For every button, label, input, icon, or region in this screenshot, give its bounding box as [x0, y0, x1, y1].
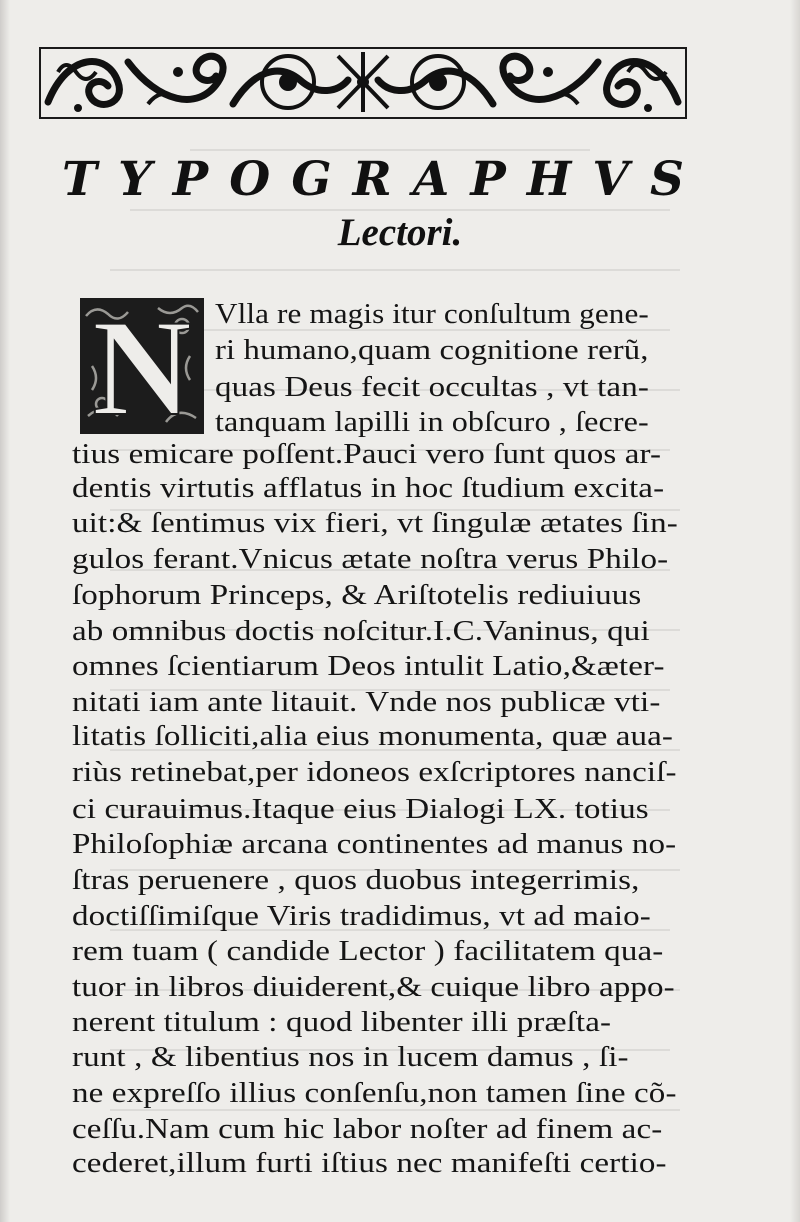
text-line: ceſſu.Nam cum hic labor noſter ad finem ac-: [72, 1114, 663, 1145]
text-line: cederet,illum furti iſtius nec manifeſti certio-: [72, 1148, 667, 1179]
text-line: runt , & libentius nos in lucem damus , ſi-: [72, 1042, 629, 1073]
title-letter: H: [526, 152, 572, 207]
text-line: ne expreſſo illius conſenſu,non tamen ſine cõ-: [72, 1078, 677, 1109]
title-letter: A: [412, 152, 450, 207]
text-line: ſophorum Princeps, & Ariſtotelis rediuiuus: [72, 580, 642, 611]
title-letter: O: [229, 152, 271, 207]
text-line: nitati iam ante litauit. Vnde nos publicæ vti-: [72, 687, 661, 718]
text-line: Philoſophiæ arcana continentes ad manus no-: [72, 829, 677, 860]
title-letter: T: [62, 152, 97, 207]
text-line: tius emicare poſſent.Pauci vero ſunt quos ar-: [72, 439, 662, 470]
text-line: dentis virtutis afflatus in hoc ſtudium excita-: [72, 473, 665, 504]
text-line: uit:& ſentimus vix fieri, vt ſingulæ ætates ſin-: [72, 508, 678, 539]
text-line: tuor in libros diuiderent,& cuique libro appo-: [72, 972, 675, 1003]
title-letter: V: [592, 152, 629, 207]
title-letter: Y: [118, 152, 152, 207]
text-line: Vlla re magis itur conſultum gene-: [215, 299, 649, 330]
text-line: ſtras peruenere , quos duobus integerrimis,: [72, 865, 640, 896]
text-line: nerent titulum : quod libenter illi præſta-: [72, 1007, 612, 1038]
text-line: ri humano,quam cognitione rerũ,: [215, 335, 649, 366]
text-line: tanquam lapilli in obſcuro , ſecre-: [215, 407, 649, 438]
text-line: ci curauimus.Itaque eius Dialogi LX. totius: [72, 794, 649, 825]
text-line: litatis ſolliciti,alia eius monumenta, quæ aua-: [72, 721, 674, 752]
text-line: omnes ſcientiarum Deos intulit Latio,&æter-: [72, 651, 665, 682]
page-subtitle: Lectori.: [337, 211, 463, 254]
initial-letter: N: [92, 296, 192, 436]
text-line: doctiſſimiſque Viris tradidimus, vt ad maio-: [72, 901, 651, 932]
title-letter: P: [172, 152, 209, 207]
title-letter: S: [650, 152, 684, 207]
text-line: rem tuam ( candide Lector ) facilitatem qua-: [72, 936, 664, 967]
title-letter: R: [352, 152, 392, 207]
title-letter: P: [470, 152, 506, 207]
title-letter: G: [291, 152, 332, 207]
text-line: quas Deus fecit occultas , vt tan-: [215, 372, 649, 403]
text-line: riùs retinebat,per idoneos exſcriptores nanciſ-: [72, 757, 677, 788]
text-line: ab omnibus doctis noſcitur.I.C.Vaninus, qui: [72, 616, 650, 647]
text-line: gulos ferant.Vnicus ætate noſtra verus Philo-: [72, 544, 669, 575]
